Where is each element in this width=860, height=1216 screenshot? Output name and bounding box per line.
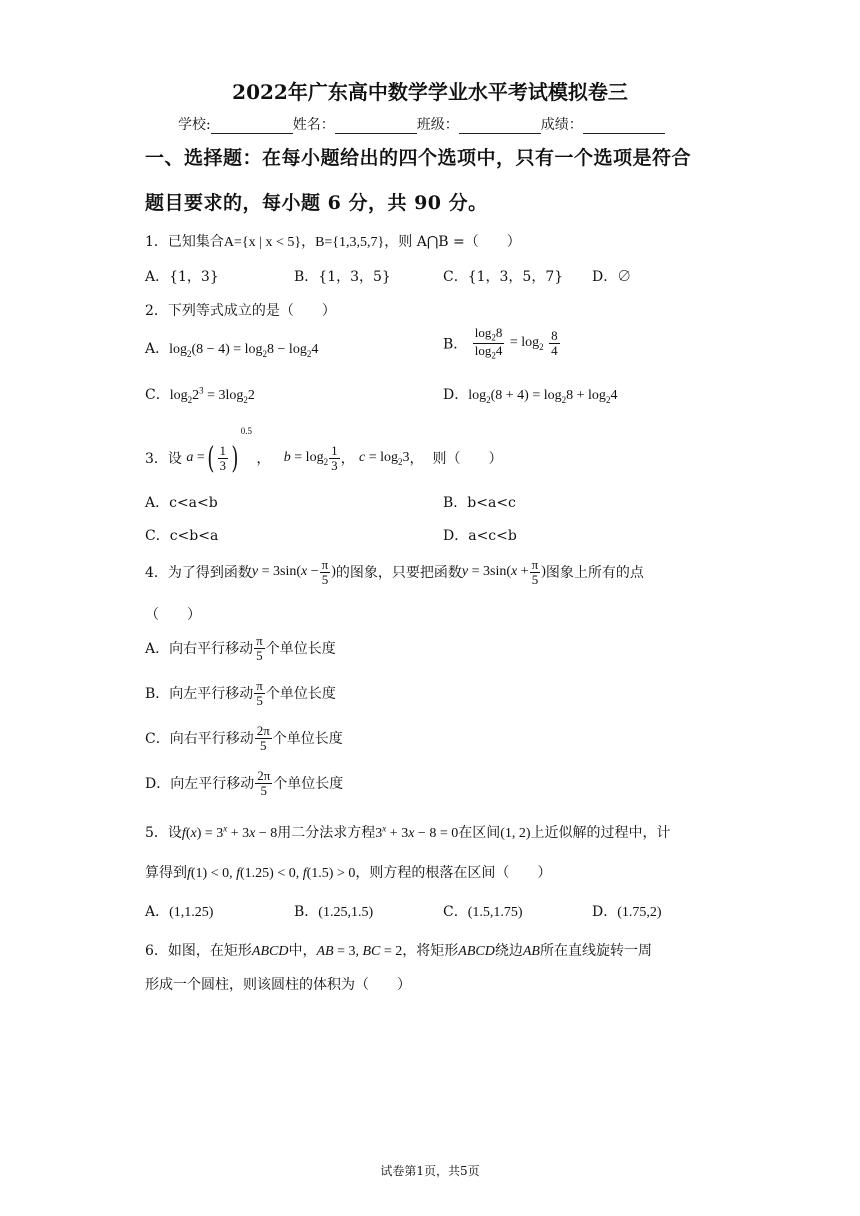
q4-answer-paren: （ ）	[145, 607, 201, 623]
q4-option-b: B．向左平行移动 $\frac{\pi}{5}$ 个单位长度	[145, 678, 336, 708]
q2-option-b: B． $\frac{\log_28}{\log_24}$ = $\log_2$ $\frac{8}{4}$	[443, 325, 558, 361]
q3-option-d: D．a<c<b	[443, 528, 517, 544]
page-footer: 试卷第1页，共5页	[380, 1164, 480, 1178]
question-3: 3．设 a =( $\frac{1}{3}$ )$^{0.5}$ ， $b = \log_2$ $\frac{1}{3}$ ， $c = \log_23$， 则（ ）	[145, 426, 503, 476]
q4-option-d: D．向左平行移动 $\frac{2\pi}{5}$ 个单位长度	[145, 768, 344, 798]
question-4: 4．为了得到函数y = 3sin(x − $\frac{\pi}{5}$ )的图象，只要把函数y = 3sin(x + $\frac{\pi}{5}$ )图象上所有的点	[145, 557, 644, 587]
school-blank	[211, 119, 293, 134]
name-label: 姓名：	[292, 117, 335, 133]
q1-option-d: D．∅	[592, 269, 632, 285]
question-1: 1．已知集合A={x | x < 5}，B={1,3,5,7}，则 A⋂B =（ ）	[145, 234, 521, 250]
q5-option-b: B．(1.25,1.5)	[294, 904, 374, 920]
q1-option-c: C．{1，3，5，7}	[443, 269, 564, 285]
school-label: 学校:	[178, 117, 211, 133]
q2-option-c: C．$\log_22^3 = 3\log_22$	[145, 385, 255, 405]
score-blank	[583, 119, 665, 134]
page-title: 2022年广东高中数学学业水平考试模拟卷三	[232, 80, 628, 104]
q3-option-b: B．b<a<c	[443, 495, 516, 511]
q4-option-c: C．向右平行移动 $\frac{2\pi}{5}$ 个单位长度	[145, 723, 343, 753]
question-5-line1: 5．设$f(x) = 3^x + 3x - 8$用二分法求方程$3^x + 3x - 8 = 0$在区间(1, 2)上近似解的过程中，计	[145, 823, 671, 841]
q5-option-d: D．(1.75,2)	[592, 904, 662, 920]
score-label: 成绩：	[540, 117, 583, 133]
q4-option-a: A．向右平行移动 $\frac{\pi}{5}$ 个单位长度	[145, 633, 336, 663]
question-6-line2: 形成一个圆柱，则该圆柱的体积为（ ）	[145, 977, 411, 993]
class-blank	[459, 119, 541, 134]
q3-option-a: A．c<a<b	[145, 495, 218, 511]
name-blank	[335, 119, 417, 134]
q1-option-b: B．{1，3，5}	[294, 269, 391, 285]
question-6-line1: 6．如图，在矩形ABCD中，AB = 3, BC = 2，将矩形ABCD绕边AB所在直线旋转一周	[145, 943, 652, 959]
q2-option-d: D．$\log_2(8 + 4) = \log_28 + \log_24$	[443, 387, 618, 405]
section-heading-line2: 题目要求的，每小题 6 分，共 90 分。	[145, 192, 488, 214]
section-heading-line1: 一、选择题：在每小题给出的四个选项中，只有一个选项是符合	[145, 147, 692, 169]
q2-option-a: A．$\log_2(8 - 4) = \log_28 - \log_24$	[145, 341, 319, 359]
q3-option-c: C．c<b<a	[145, 528, 219, 544]
question-2: 2．下列等式成立的是（ ）	[145, 303, 336, 319]
student-info-line	[178, 114, 665, 134]
question-5-line2: 算得到f(1) < 0, f(1.25) < 0, f(1.5) > 0，则方程的根落在区间（ ）	[145, 865, 552, 881]
class-label: 班级：	[416, 117, 459, 133]
q5-option-a: A．(1,1.25)	[145, 904, 214, 920]
q1-option-a: A．{1，3}	[145, 269, 219, 285]
q5-option-c: C．(1.5,1.75)	[443, 904, 523, 920]
